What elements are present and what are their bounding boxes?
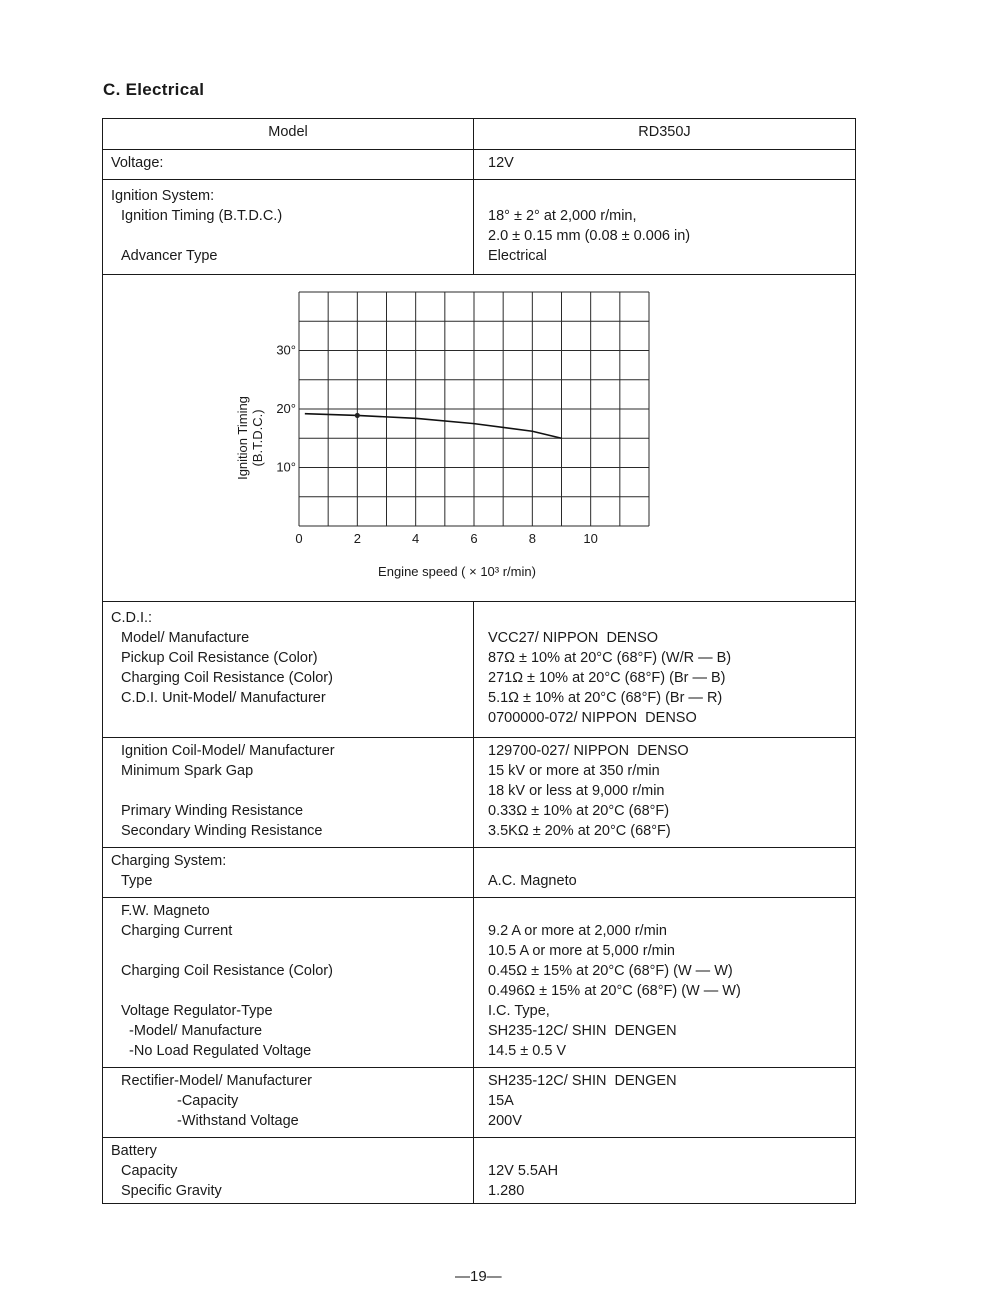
cdi-label-2: Charging Coil Resistance (Color) — [121, 670, 333, 686]
battery-value-1: 1.280 — [488, 1183, 525, 1199]
rectifier-label-1: -Capacity — [177, 1093, 239, 1109]
magneto-label-4 — [111, 981, 465, 1001]
svg-text:8: 8 — [528, 531, 536, 546]
header-model-value: RD350J — [638, 124, 691, 140]
charging-type-value: A.C. Magneto — [488, 873, 577, 889]
cdi-label-0: Model/ Manufacture — [121, 630, 250, 646]
voltage-value: 12V — [488, 155, 514, 171]
coil-label-4: Secondary Winding Resistance — [121, 823, 323, 839]
magneto-value-5: I.C. Type, — [488, 1003, 550, 1019]
cdi-value-4: 0700000-072/ NIPPON DENSO — [488, 710, 697, 726]
table-header-row — [103, 119, 855, 149]
ignition-timing-label: Ignition Timing (B.T.D.C.) — [121, 208, 283, 224]
timing-marker-point — [355, 413, 360, 418]
cdi-value-0: VCC27/ NIPPON DENSO — [488, 630, 659, 646]
svg-text:6: 6 — [470, 531, 478, 546]
cdi-value-2: 271Ω ± 10% at 20°C (68°F) (Br — B) — [488, 670, 726, 686]
cdi-heading: C.D.I.: — [111, 610, 153, 626]
ignition-timing-value-1: 18° ± 2° at 2,000 r/min, — [488, 208, 637, 224]
coil-value-4: 3.5KΩ ± 20% at 20°C (68°F) — [488, 823, 671, 839]
magneto-label-0: F.W. Magneto — [121, 903, 210, 919]
ignition-timing-value-2: 2.0 ± 0.15 mm (0.08 ± 0.006 in) — [488, 228, 691, 244]
cdi-value-3: 5.1Ω ± 10% at 20°C (68°F) (Br — R) — [488, 690, 723, 706]
coil-label-0: Ignition Coil-Model/ Manufacturer — [121, 743, 335, 759]
charging-type-label: Type — [121, 873, 153, 889]
svg-text:4: 4 — [412, 531, 420, 546]
magneto-value-7: 14.5 ± 0.5 V — [488, 1043, 567, 1059]
coil-value-3: 0.33Ω ± 10% at 20°C (68°F) — [488, 803, 670, 819]
magneto-label-6: -Model/ Manufacture — [121, 1023, 263, 1039]
y-axis-ticks — [276, 343, 296, 475]
timing-curve — [305, 414, 562, 439]
ignition-coil-row — [103, 737, 855, 847]
magneto-label-5: Voltage Regulator-Type — [121, 1003, 273, 1019]
ignition-system-heading: Ignition System: — [111, 188, 215, 204]
magneto-label-2 — [111, 941, 465, 961]
advancer-type-label: Advancer Type — [121, 248, 218, 264]
rectifier-row — [103, 1067, 855, 1137]
svg-text:20°: 20° — [276, 401, 296, 416]
cdi-value-1: 87Ω ± 10% at 20°C (68°F) (W/R — B) — [488, 650, 732, 666]
y-axis-label: Ignition Timing(B.T.D.C.) — [235, 396, 265, 480]
voltage-label: Voltage: — [111, 155, 164, 171]
magneto-value-3: 0.45Ω ± 15% at 20°C (68°F) (W — W) — [488, 963, 733, 979]
cdi-row — [103, 601, 855, 737]
magneto-label-3: Charging Coil Resistance (Color) — [121, 963, 333, 979]
magneto-value-0 — [488, 901, 841, 921]
rectifier-value-0: SH235-12C/ SHIN DENGEN — [488, 1073, 677, 1089]
coil-value-2: 18 kV or less at 9,000 r/min — [488, 783, 665, 799]
rectifier-value-1: 15A — [488, 1093, 514, 1109]
coil-label-1: Minimum Spark Gap — [121, 763, 254, 779]
electrical-spec-table — [102, 118, 856, 1204]
battery-label-0: Capacity — [121, 1163, 178, 1179]
x-axis-label: Engine speed ( × 10³ r/min) — [378, 564, 536, 579]
ignition-timing-chart-svg — [103, 275, 855, 601]
svg-text:10°: 10° — [276, 459, 296, 475]
chart-grid — [299, 292, 649, 526]
x-axis-ticks — [295, 531, 598, 546]
magneto-label-1: Charging Current — [121, 923, 233, 939]
coil-label-3: Primary Winding Resistance — [121, 803, 304, 819]
header-model-label: Model — [103, 119, 474, 149]
rectifier-value-2: 200V — [488, 1113, 522, 1129]
ignition-timing-chart — [103, 274, 855, 601]
svg-text:2: 2 — [353, 531, 361, 546]
section-title: C. Electrical — [103, 80, 205, 99]
battery-label-1: Specific Gravity — [121, 1183, 222, 1199]
magneto-row — [103, 897, 855, 1067]
ignition-system-row — [103, 179, 855, 274]
page-number: —19— — [455, 1268, 502, 1285]
battery-value-0: 12V 5.5AH — [488, 1163, 559, 1179]
coil-value-0: 129700-027/ NIPPON DENSO — [488, 743, 689, 759]
svg-text:0: 0 — [295, 531, 303, 546]
svg-text:30°: 30° — [276, 342, 296, 358]
rectifier-label-2: -Withstand Voltage — [177, 1113, 299, 1129]
battery-row — [103, 1137, 855, 1203]
magneto-label-7: -No Load Regulated Voltage — [121, 1043, 312, 1059]
charging-system-row — [103, 847, 855, 897]
magneto-value-1: 9.2 A or more at 2,000 r/min — [488, 923, 667, 939]
coil-value-1: 15 kV or more at 350 r/min — [488, 763, 660, 779]
magneto-value-6: SH235-12C/ SHIN DENGEN — [488, 1023, 677, 1039]
magneto-value-2: 10.5 A or more at 5,000 r/min — [488, 943, 675, 959]
coil-label-2 — [111, 781, 465, 801]
magneto-value-4: 0.496Ω ± 15% at 20°C (68°F) (W — W) — [488, 983, 741, 999]
charging-system-heading: Charging System: — [111, 853, 227, 869]
cdi-label-1: Pickup Coil Resistance (Color) — [121, 650, 318, 666]
svg-text:10: 10 — [583, 531, 598, 546]
cdi-label-3: C.D.I. Unit-Model/ Manufacturer — [121, 690, 326, 706]
battery-heading: Battery — [111, 1143, 157, 1159]
advancer-type-value: Electrical — [488, 248, 547, 264]
rectifier-label-0: Rectifier-Model/ Manufacturer — [121, 1073, 312, 1089]
voltage-row — [103, 149, 855, 179]
